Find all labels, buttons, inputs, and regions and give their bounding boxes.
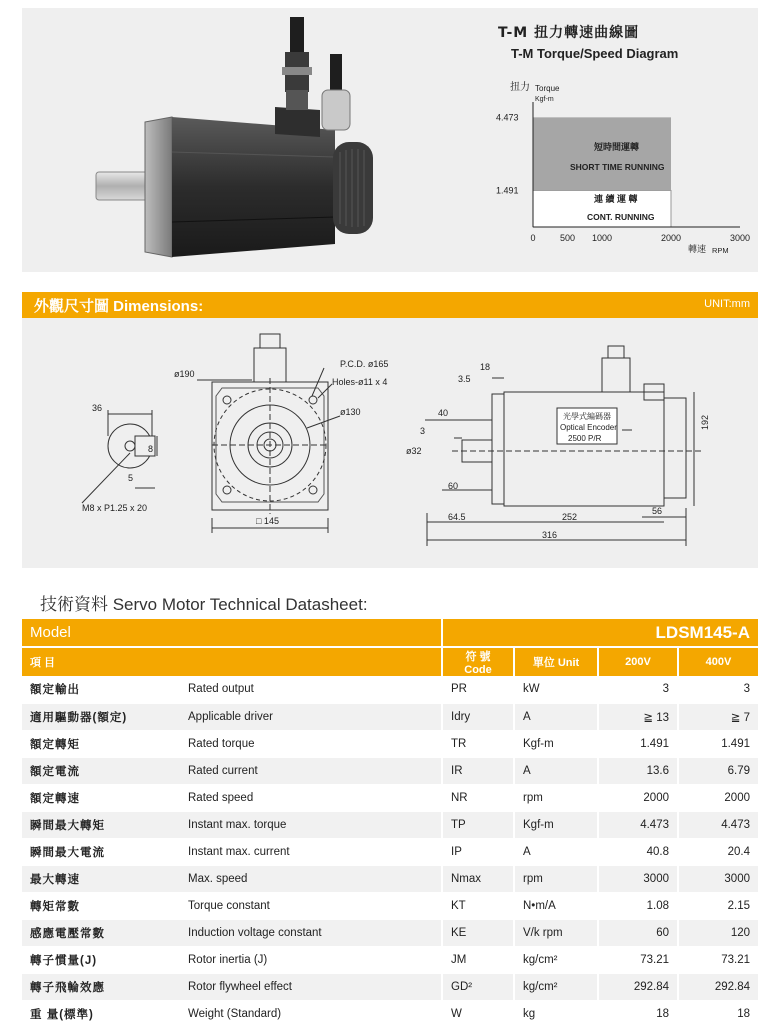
cell-zh: 適用驅動器(額定) bbox=[22, 703, 180, 730]
dim-56: 56 bbox=[652, 506, 663, 516]
cell-v200: 1.08 bbox=[598, 892, 678, 919]
y-ticks bbox=[496, 112, 519, 195]
table-row bbox=[22, 892, 758, 919]
cell-v400: 3 bbox=[678, 676, 758, 703]
torque-speed-chart bbox=[490, 76, 750, 261]
chart-areas bbox=[533, 117, 671, 227]
cell-unit: kW bbox=[514, 676, 598, 703]
diagram-title-en: T-M Torque/Speed Diagram bbox=[511, 46, 679, 61]
cell-code: Idry bbox=[442, 703, 514, 730]
dim-192: 192 bbox=[700, 414, 710, 430]
motor-photo bbox=[90, 12, 390, 262]
cell-en: Rated output bbox=[180, 676, 442, 703]
x-ticks bbox=[530, 233, 750, 243]
dim-3: 3 bbox=[420, 426, 426, 436]
cell-en: Instant max. torque bbox=[180, 811, 442, 838]
cell-v200: 1.491 bbox=[598, 730, 678, 757]
cell-unit: A bbox=[514, 757, 598, 784]
table-row bbox=[22, 676, 758, 703]
dim-d32: ø32 bbox=[406, 446, 422, 456]
cell-unit: kg bbox=[514, 1000, 598, 1027]
dimensions-bar bbox=[22, 292, 758, 318]
cell-v400: ≧ 7 bbox=[678, 703, 758, 730]
cell-v200: 73.21 bbox=[598, 946, 678, 973]
dim-64.5: 64.5 bbox=[448, 512, 466, 522]
short-time-area bbox=[533, 117, 671, 190]
dim-5: 5 bbox=[128, 473, 134, 483]
dim-d130: ø130 bbox=[340, 407, 361, 417]
x-tick-label: 0 bbox=[530, 233, 536, 243]
cell-code: Nmax bbox=[442, 865, 514, 892]
header-200v: 200V bbox=[598, 647, 678, 676]
cell-code: KE bbox=[442, 919, 514, 946]
model-row bbox=[22, 619, 758, 647]
cell-code: PR bbox=[442, 676, 514, 703]
dim-3.5: 3.5 bbox=[458, 374, 471, 384]
table-row bbox=[22, 703, 758, 730]
x-tick-label: 1000 bbox=[591, 233, 613, 243]
table-row bbox=[22, 784, 758, 811]
cell-unit: Kgf-m bbox=[514, 730, 598, 757]
cell-code: TP bbox=[442, 811, 514, 838]
x-tick-label: 3000 bbox=[729, 233, 750, 243]
table-row bbox=[22, 919, 758, 946]
cell-v200: 3 bbox=[598, 676, 678, 703]
table-row bbox=[22, 865, 758, 892]
cell-zh: 額定輸出 bbox=[22, 676, 180, 703]
short-time-en: SHORT TIME RUNNING bbox=[570, 162, 665, 172]
short-time-zh: 短時間運轉 bbox=[594, 142, 640, 152]
cell-code: GD² bbox=[442, 973, 514, 1000]
model-value: LDSM145-A bbox=[442, 619, 758, 647]
cell-code: IR bbox=[442, 757, 514, 784]
cell-v200: 4.473 bbox=[598, 811, 678, 838]
dim-pcd: P.C.D. ø165 bbox=[340, 359, 389, 369]
cont-en: CONT. RUNNING bbox=[587, 212, 655, 222]
y-label-zh: 扭力 bbox=[510, 82, 530, 93]
cell-zh: 轉矩常數 bbox=[22, 892, 180, 919]
datasheet-title: 技術資料 Servo Motor Technical Datasheet: bbox=[40, 595, 368, 614]
cell-en: Torque constant bbox=[180, 892, 442, 919]
cell-v200: 292.84 bbox=[598, 973, 678, 1000]
cell-unit: N•m/A bbox=[514, 892, 598, 919]
cell-v200: 13.6 bbox=[598, 757, 678, 784]
cell-zh: 重 量(標準) bbox=[22, 1000, 180, 1027]
cell-unit: kg/cm² bbox=[514, 946, 598, 973]
cell-unit: rpm bbox=[514, 865, 598, 892]
table-row bbox=[22, 811, 758, 838]
x-unit: RPM bbox=[712, 246, 729, 255]
cell-v400: 2000 bbox=[678, 784, 758, 811]
cell-v200: 2000 bbox=[598, 784, 678, 811]
cell-v200: 3000 bbox=[598, 865, 678, 892]
table-row bbox=[22, 973, 758, 1000]
cell-en: Rated speed bbox=[180, 784, 442, 811]
cell-code: NR bbox=[442, 784, 514, 811]
cell-unit: kg/cm² bbox=[514, 973, 598, 1000]
y-label-en: Torque bbox=[535, 84, 560, 93]
y-unit: Kgf-m bbox=[535, 96, 554, 103]
cell-v200: 18 bbox=[598, 1000, 678, 1027]
cell-zh: 額定轉速 bbox=[22, 784, 180, 811]
table-row bbox=[22, 730, 758, 757]
cell-code: IP bbox=[442, 838, 514, 865]
cell-code: W bbox=[442, 1000, 514, 1027]
cell-v400: 292.84 bbox=[678, 973, 758, 1000]
cell-unit: A bbox=[514, 703, 598, 730]
table-row bbox=[22, 946, 758, 973]
cell-en: Max. speed bbox=[180, 865, 442, 892]
cell-unit: V/k rpm bbox=[514, 919, 598, 946]
cell-code: JM bbox=[442, 946, 514, 973]
dim-18: 18 bbox=[480, 362, 491, 372]
diagram-title-zh: T-M 扭力轉速曲線圖 bbox=[498, 25, 640, 41]
dim-thread: M8 x P1.25 x 20 bbox=[82, 503, 148, 513]
cell-v400: 20.4 bbox=[678, 838, 758, 865]
cell-v400: 73.21 bbox=[678, 946, 758, 973]
dim-8: 8 bbox=[148, 444, 154, 454]
cell-v200: 40.8 bbox=[598, 838, 678, 865]
dimensions-title: 外觀尺寸圖 Dimensions: bbox=[34, 298, 204, 315]
cell-code: TR bbox=[442, 730, 514, 757]
x-label-zh: 轉速 bbox=[688, 244, 707, 254]
header-code: 符 號 Code bbox=[442, 647, 514, 676]
table-row bbox=[22, 757, 758, 784]
dim-36: 36 bbox=[92, 403, 103, 413]
cell-v400: 120 bbox=[678, 919, 758, 946]
cell-unit: rpm bbox=[514, 784, 598, 811]
cell-zh: 最大轉速 bbox=[22, 865, 180, 892]
cell-v400: 4.473 bbox=[678, 811, 758, 838]
datasheet-table bbox=[22, 619, 758, 1028]
cell-zh: 瞬間最大電流 bbox=[22, 838, 180, 865]
header-item: 項 目 bbox=[22, 647, 442, 676]
encoder-zh: 光學式編碼器 bbox=[563, 412, 611, 421]
dim-316: 316 bbox=[542, 530, 558, 540]
cell-v400: 3000 bbox=[678, 865, 758, 892]
cell-zh: 感應電壓常數 bbox=[22, 919, 180, 946]
cell-en: Rotor flywheel effect bbox=[180, 973, 442, 1000]
dim-60: 60 bbox=[448, 481, 459, 491]
cell-unit: A bbox=[514, 838, 598, 865]
cell-v200: 60 bbox=[598, 919, 678, 946]
cell-v400: 1.491 bbox=[678, 730, 758, 757]
cell-en: Weight (Standard) bbox=[180, 1000, 442, 1027]
cell-unit: Kgf-m bbox=[514, 811, 598, 838]
cell-zh: 轉子飛輪效應 bbox=[22, 973, 180, 1000]
table-row bbox=[22, 838, 758, 865]
model-label: Model bbox=[22, 619, 442, 647]
cont-zh: 連 續 運 轉 bbox=[594, 194, 638, 204]
cell-v400: 18 bbox=[678, 1000, 758, 1027]
cell-zh: 額定電流 bbox=[22, 757, 180, 784]
header-400v: 400V bbox=[678, 647, 758, 676]
x-tick-label: 500 bbox=[559, 233, 576, 243]
cell-en: Applicable driver bbox=[180, 703, 442, 730]
encoder-en: Optical Encoder bbox=[560, 423, 617, 432]
cell-zh: 額定轉矩 bbox=[22, 730, 180, 757]
dim-sq145: □ 145 bbox=[256, 516, 279, 526]
table-row bbox=[22, 1000, 758, 1027]
encoder-resolution: 2500 P/R bbox=[568, 434, 602, 443]
dim-252: 252 bbox=[562, 512, 578, 522]
cell-zh: 瞬間最大轉矩 bbox=[22, 811, 180, 838]
dim-holes: Holes-ø11 x 4 bbox=[332, 377, 388, 387]
y-tick-label: 4.473 bbox=[496, 112, 519, 123]
cell-en: Induction voltage constant bbox=[180, 919, 442, 946]
header-row bbox=[22, 647, 758, 676]
header-unit: 單位 Unit bbox=[514, 647, 598, 676]
cell-v400: 6.79 bbox=[678, 757, 758, 784]
cell-en: Rated torque bbox=[180, 730, 442, 757]
y-tick-label: 1.491 bbox=[496, 185, 519, 196]
dimension-drawing bbox=[22, 318, 758, 568]
cell-v200: ≧ 13 bbox=[598, 703, 678, 730]
x-tick-label: 2000 bbox=[660, 233, 682, 243]
cell-v400: 2.15 bbox=[678, 892, 758, 919]
dim-40: 40 bbox=[438, 408, 449, 418]
cell-zh: 轉子慣量(J) bbox=[22, 946, 180, 973]
dim-d190: ø190 bbox=[174, 369, 195, 379]
dimensions-unit: UNIT:mm bbox=[704, 298, 750, 310]
cell-code: KT bbox=[442, 892, 514, 919]
cell-en: Instant max. current bbox=[180, 838, 442, 865]
cell-en: Rated current bbox=[180, 757, 442, 784]
cell-en: Rotor inertia (J) bbox=[180, 946, 442, 973]
